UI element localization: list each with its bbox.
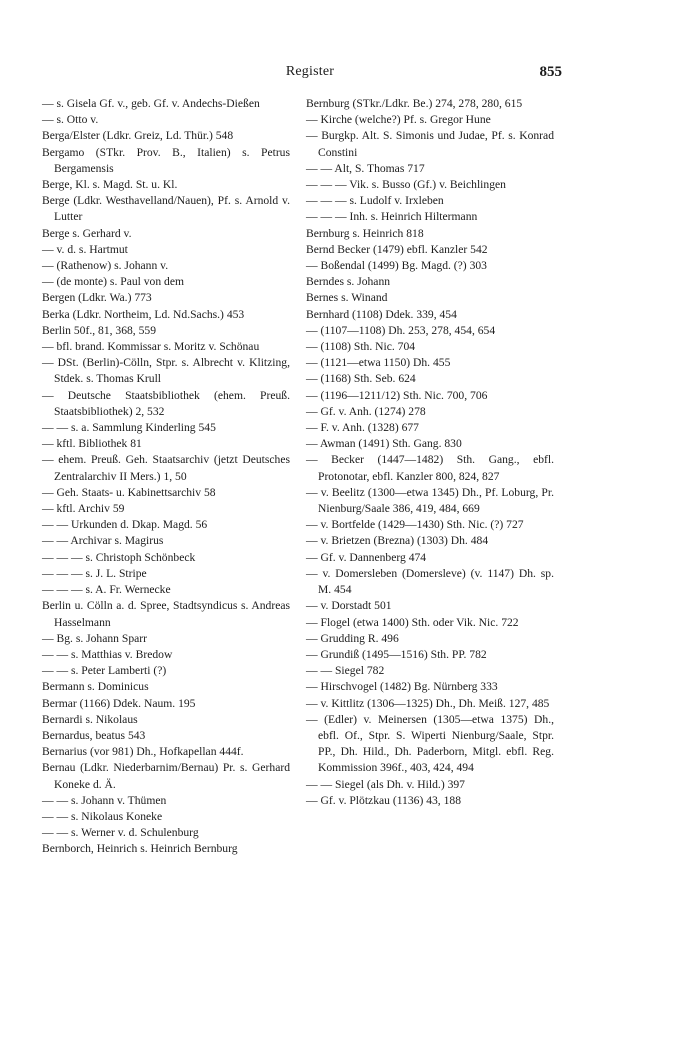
register-entry: — — — s. A. Fr. Wernecke [42,583,171,597]
register-entry: Berge, Kl. s. Magd. St. u. Kl. [42,178,178,192]
register-entry: — — Siegel (als Dh. v. Hild.) 397 [306,777,465,791]
register-entry: — — s. Nikolaus Koneke [42,809,163,823]
register-entry: — (Rathenow) s. Johann v. [42,259,169,273]
register-entry: — bfl. brand. Kommissar s. Moritz v. Schönau [42,340,260,354]
register-entry: — ehem. Preuß. Geh. Staatsarchiv (jetzt Deutsches Zentralarchiv II Mers.) 1, 50 [42,453,290,483]
register-entry: — Hirschvogel (1482) Bg. Nürnberg 333 [306,680,498,694]
register-entry: — v. Brietzen (Brezna) (1303) Dh. 484 [306,534,489,548]
register-entry: Bergamo (STkr. Prov. B., Italien) s. Petrus Bergamensis [42,145,290,175]
register-column-left [42,96,290,858]
register-entry: — (Edler) v. Meinersen (1305—etwa 1375) Dh., ebfl. Of., Stpr. S. Wiperti Nienburg/Saale, Stpr. PP., Dh. Hild., Dh. Paderborn, Mitgl. ebfl. Reg. Kommission 396f., 403, 424, 494 [306,712,554,775]
register-entry: — Gf. v. Dannenberg 474 [306,550,427,564]
register-entry: — — s. Johann v. Thümen [42,793,167,807]
register-entry: — F. v. Anh. (1328) 677 [306,421,419,435]
register-entry: — — — s. J. L. Stripe [42,566,147,580]
register-entry: — — Alt, S. Thomas 717 [306,161,425,175]
register-entry: — — Urkunden d. Dkap. Magd. 56 [42,518,208,532]
register-entry: — Awman (1491) Sth. Gang. 830 [306,437,462,451]
register-entry: Bernes s. Winand [306,291,388,305]
register-entry: Bernardus, beatus 543 [42,728,146,742]
register-entry: — v. Kittlitz (1306—1325) Dh., Dh. Meiß. 127, 485 [306,696,550,710]
register-entry: — Boßendal (1499) Bg. Magd. (?) 303 [306,259,487,273]
register-entry: — Flogel (etwa 1400) Sth. oder Vik. Nic. 722 [306,615,519,629]
register-entry: — — s. a. Sammlung Kinderling 545 [42,421,216,435]
register-entry: — s. Gisela Gf. v., geb. Gf. v. Andechs-Dießen [42,97,260,110]
register-entry: Berlin u. Cölln a. d. Spree, Stadtsyndicus s. Andreas Hasselmann [42,599,290,629]
register-entry: — — Siegel 782 [306,664,385,678]
register-entry: Berge s. Gerhard v. [42,226,132,240]
register-entry: — — s. Werner v. d. Schulenburg [42,826,199,840]
register-entry: — — — s. Ludolf v. Irxleben [306,194,444,208]
register-entry: — (1196—1211/12) Sth. Nic. 700, 706 [306,388,488,402]
register-entry: — — — Vik. s. Busso (Gf.) v. Beichlingen [306,178,506,192]
register-entry: — kftl. Archiv 59 [42,502,125,516]
register-entry: Berndes s. Johann [306,275,391,289]
register-entry: — — — Inh. s. Heinrich Hiltermann [306,210,478,224]
register-entry: — (1107—1108) Dh. 253, 278, 454, 654 [306,323,496,337]
register-entry: — Grudding R. 496 [306,631,399,645]
register-entry: Bernhard (1108) Ddek. 339, 454 [306,307,457,321]
register-entry: Bermann s. Dominicus [42,680,149,694]
register-entry: — — — s. Christoph Schönbeck [42,550,196,564]
register-entry: — Gf. v. Plötzkau (1136) 43, 188 [306,793,461,807]
register-entry: — — s. Matthias v. Bredow [42,647,173,661]
register-entry: Bernburg s. Heinrich 818 [306,226,424,240]
register-entry: — v. d. s. Hartmut [42,242,128,256]
register-entry: Bernau (Ldkr. Niederbarnim/Bernau) Pr. s. Gerhard Koneke d. Ä. [42,761,290,791]
register-entry: — v. Beelitz (1300—etwa 1345) Dh., Pf. Loburg, Pr. Nienburg/Saale 386, 419, 484, 669 [306,485,554,516]
register-entry: — (de monte) s. Paul von dem [42,275,185,289]
register-entry: Berge (Ldkr. Westhavelland/Nauen), Pf. s. Arnold v. Lutter [42,194,290,224]
register-entry: Bernardi s. Nikolaus [42,712,138,726]
register-column-right [306,96,554,809]
register-entry: — Gf. v. Anh. (1274) 278 [306,404,426,418]
register-entry: — Becker (1447—1482) Sth. Gang., ebfl. Protonotar, ebfl. Kanzler 800, 824, 827 [306,453,554,483]
register-entry: — Burgkp. Alt. S. Simonis und Judae, Pf. s. Konrad Constini [306,129,554,159]
register-entry: — — s. Peter Lamberti (?) [42,664,167,678]
register-entry: — — Archivar s. Magirus [42,534,164,548]
register-entry: — kftl. Bibliothek 81 [42,437,142,451]
register-entry: Bernd Becker (1479) ebfl. Kanzler 542 [306,242,488,256]
register-entry: Berga/Elster (Ldkr. Greiz, Ld. Thür.) 548 [42,129,234,143]
register-entry: — s. Otto v. [42,113,99,127]
running-title: Register [285,64,335,79]
register-entry: — v. Domersleben (Domersleve) (v. 1147) Dh. sp. M. 454 [306,566,554,597]
register-entry: — v. Dorstadt 501 [306,599,392,613]
register-entry: — (1108) Sth. Nic. 704 [306,340,416,354]
register-entry: — Deutsche Staatsbibliothek (ehem. Preuß. Staatsbibliothek) 2, 532 [42,388,290,418]
register-entry: Berlin 50f., 81, 368, 559 [42,323,156,337]
register-entry: Bernburg (STkr./Ldkr. Be.) 274, 278, 280, 615 [306,97,523,110]
register-entry: Bergen (Ldkr. Wa.) 773 [42,291,152,305]
register-entry: Bernborch, Heinrich s. Heinrich Bernburg [42,842,238,856]
register-entry: — Grundiß (1495—1516) Sth. PP. 782 [306,647,487,661]
register-entry: — Kirche (welche?) Pf. s. Gregor Hune [306,113,491,127]
register-entry: — DSt. (Berlin)-Cölln, Stpr. s. Albrecht v. Klitzing, Stdek. s. Thomas Krull [42,356,290,386]
register-entry: Berka (Ldkr. Northeim, Ld. Nd.Sachs.) 453 [42,307,245,321]
page-number: 855 [539,64,562,80]
register-entry: — (1168) Sth. Seb. 624 [306,372,416,386]
register-entry: Bermar (1166) Ddek. Naum. 195 [42,696,196,710]
register-entry: — Bg. s. Johann Sparr [42,631,147,645]
register-entry: Bernarius (vor 981) Dh., Hofkapellan 444f. [42,745,244,759]
register-entry: — v. Bortfelde (1429—1430) Sth. Nic. (?) 727 [306,518,524,532]
register-entry: — Geh. Staats- u. Kabinettsarchiv 58 [42,485,216,499]
page-header [58,64,562,86]
register-entry: — (1121—etwa 1150) Dh. 455 [306,356,451,370]
